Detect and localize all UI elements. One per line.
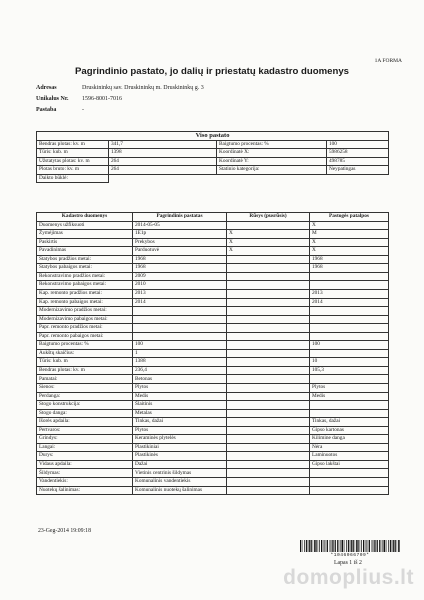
whole-building-cell: Daikto būklė:	[37, 174, 109, 182]
table-cell: Metalas	[133, 409, 227, 418]
cadastral-data-table	[36, 212, 389, 495]
table-cell: Medis	[310, 392, 389, 401]
table-cell	[227, 221, 310, 230]
table-cell: 236,4	[133, 366, 227, 375]
whole-building-cell: 498785	[327, 157, 389, 165]
whole-building-cell: 341,7	[109, 141, 217, 149]
table-cell: Plytos	[310, 383, 389, 392]
table-row	[37, 230, 389, 239]
table-cell: 2009	[133, 272, 227, 281]
table-cell	[227, 315, 310, 324]
table-row	[37, 289, 389, 298]
table-cell: Statybos pabaigos metai:	[37, 264, 133, 273]
table-cell	[310, 315, 389, 324]
address-label: Adresas	[36, 85, 57, 91]
table-cell	[310, 409, 389, 418]
table-cell: Modernizavimo pabaigos metai:	[37, 315, 133, 324]
barcode-bar	[353, 540, 354, 552]
table-cell: Bendras plotas: kv. m	[37, 366, 133, 375]
table-cell: Tinkas, dažai	[133, 418, 227, 427]
table-cell	[227, 486, 310, 495]
barcode-bar	[374, 540, 375, 552]
unique-number-label: Unikalus Nr.	[36, 96, 69, 102]
table-row	[37, 418, 389, 427]
table-cell: Modernizavimo pradžios metai:	[37, 307, 133, 316]
table-cell	[227, 401, 310, 410]
table-cell: 1968	[310, 264, 389, 273]
table-cell	[310, 486, 389, 495]
table-cell: Parduotuvė	[133, 247, 227, 256]
barcode-number: *1046066709*	[330, 553, 370, 558]
table-cell: Stogo konstrukcija:	[37, 401, 133, 410]
whole-building-cell: 100	[327, 141, 389, 149]
table-row	[37, 255, 389, 264]
whole-building-cell	[217, 174, 327, 182]
table-row	[37, 486, 389, 495]
address-value: Druskininkų sav. Druskininkų m. Druskininkų g. 3	[82, 85, 204, 91]
table-cell: X	[227, 247, 310, 256]
table-cell	[133, 315, 227, 324]
table-cell: Stogo danga:	[37, 409, 133, 418]
barcode-bar	[395, 540, 396, 552]
print-timestamp: 23-Geg-2014 19:09:18	[38, 528, 91, 534]
table-cell: X	[310, 221, 389, 230]
table-cell	[227, 409, 310, 418]
table-cell: Žymėjimas	[37, 230, 133, 239]
note-label: Pastaba	[36, 107, 57, 113]
table-cell	[227, 264, 310, 273]
table-cell: Komunalinis vandentiekis	[133, 478, 227, 487]
table-cell	[310, 281, 389, 290]
table-cell: Statybos pradžios metai:	[37, 255, 133, 264]
table-cell	[310, 324, 389, 333]
table-cell	[227, 281, 310, 290]
form-tag: 1A FORMA	[374, 58, 402, 64]
table-cell: X	[227, 238, 310, 247]
barcode-bar	[379, 540, 380, 552]
table-cell: Vidaus apdaila:	[37, 460, 133, 469]
barcode-bar	[319, 540, 320, 552]
table-cell: Kap. remonto pradžios metai:	[37, 289, 133, 298]
table-cell	[310, 307, 389, 316]
table-cell: 1E1p	[133, 230, 227, 239]
barcode-bar	[311, 540, 312, 552]
table-cell: Durys:	[37, 452, 133, 461]
table-cell	[310, 332, 389, 341]
barcode-bar	[361, 540, 362, 552]
column-header: Kadastro duomenys	[37, 213, 133, 222]
table-cell: Gipso kartonas	[310, 426, 389, 435]
whole-building-cell: Neypatingas	[327, 166, 389, 174]
whole-building-row	[37, 141, 389, 149]
barcode-bar	[348, 540, 349, 552]
table-cell: Vietinis centrinis šildymas	[133, 469, 227, 478]
table-cell: Tūris: kub. m	[37, 358, 133, 367]
barcode-bar	[357, 540, 358, 552]
table-cell	[133, 332, 227, 341]
watermark: domoplius.lt	[283, 566, 414, 589]
table-row	[37, 478, 389, 487]
whole-building-cell: 264	[109, 166, 217, 174]
table-row	[37, 401, 389, 410]
table-cell	[227, 341, 310, 350]
table-cell: Duomenys užfiksuoti	[37, 221, 133, 230]
table-cell	[227, 289, 310, 298]
table-cell: 105,3	[310, 366, 389, 375]
whole-building-cell: Baigtumo procentas: %	[217, 141, 327, 149]
whole-building-cell: Tūris: kub. m	[37, 149, 109, 157]
barcode-bar	[341, 540, 342, 552]
whole-building-cell: Statinio kategorija:	[217, 166, 327, 174]
table-row	[37, 409, 389, 418]
table-cell	[310, 272, 389, 281]
barcode-bar	[351, 540, 352, 552]
table-cell	[227, 418, 310, 427]
table-cell: 1968	[310, 255, 389, 264]
table-cell	[227, 443, 310, 452]
table-row	[37, 247, 389, 256]
table-cell: Kap. remonto pabaigos metai:	[37, 298, 133, 307]
whole-building-row	[37, 149, 389, 157]
table-cell: 100	[310, 341, 389, 350]
whole-building-cell: Bendras plotas: kv. m	[37, 141, 109, 149]
table-cell: Rekonstravimo pabaigos metai:	[37, 281, 133, 290]
whole-building-cell: Koordinatė Y:	[217, 157, 327, 165]
table-cell	[227, 255, 310, 264]
table-cell	[227, 366, 310, 375]
table-cell: Nėra	[310, 443, 389, 452]
table-cell	[227, 392, 310, 401]
barcode-bar	[388, 540, 389, 552]
table-cell	[133, 324, 227, 333]
table-row	[37, 315, 389, 324]
table-cell: Aukštų skaičius:	[37, 349, 133, 358]
table-cell	[227, 332, 310, 341]
barcode-bar	[327, 540, 328, 552]
table-cell: 1	[133, 349, 227, 358]
barcode-bar	[390, 540, 391, 552]
column-header: Pagrindinis pastatas	[133, 213, 227, 222]
table-cell	[227, 324, 310, 333]
table-cell: Šildymas:	[37, 469, 133, 478]
table-cell: Laminuotos	[310, 452, 389, 461]
whole-building-cell: 1398	[109, 149, 217, 157]
barcode-bar	[383, 540, 384, 552]
table-row	[37, 443, 389, 452]
table-row	[37, 324, 389, 333]
table-cell: Papr. remonto pradžios metai:	[37, 324, 133, 333]
table-cell: 2014	[310, 298, 389, 307]
table-cell: M	[310, 230, 389, 239]
table-cell: Nuotekų šalinimas:	[37, 486, 133, 495]
table-row	[37, 358, 389, 367]
table-cell: 2013	[133, 289, 227, 298]
table-row	[37, 221, 389, 230]
whole-building-row	[37, 157, 389, 165]
whole-building-table	[36, 131, 389, 183]
barcode-bar	[321, 540, 322, 552]
table-cell	[310, 401, 389, 410]
column-header: Pastogės patalpos	[310, 213, 389, 222]
whole-building-cell: Koordinatė X:	[217, 149, 327, 157]
table-cell	[310, 349, 389, 358]
table-cell	[227, 460, 310, 469]
table-cell: Komunalinis nuotekų šalinimas	[133, 486, 227, 495]
whole-building-row	[37, 166, 389, 174]
table-cell	[227, 307, 310, 316]
table-row	[37, 392, 389, 401]
barcode-bar	[306, 540, 307, 552]
table-cell	[227, 478, 310, 487]
unique-number-value: 1596-8001-7016	[82, 96, 122, 102]
barcode-bar	[335, 540, 336, 552]
barcode-bar	[346, 540, 347, 552]
barcode-bar	[337, 540, 338, 552]
table-cell: Baigtumo procentas: %	[37, 341, 133, 350]
table-cell: Plastikiniai	[133, 443, 227, 452]
table-cell: Kilimine danga	[310, 435, 389, 444]
table-row	[37, 366, 389, 375]
table-cell: 2014-05-05	[133, 221, 227, 230]
table-cell	[227, 383, 310, 392]
table-cell	[310, 375, 389, 384]
barcode-bar	[315, 540, 316, 552]
column-header: Rūsys (pusrūsis)	[227, 213, 310, 222]
table-row	[37, 383, 389, 392]
table-cell: Šlaitinis	[133, 401, 227, 410]
table-cell: Išorės apdaila:	[37, 418, 133, 427]
table-row	[37, 332, 389, 341]
table-cell: 1968	[133, 264, 227, 273]
table-cell: Pamatai:	[37, 375, 133, 384]
table-cell: Pertvaros:	[37, 426, 133, 435]
table-cell: Plytos	[133, 383, 227, 392]
table-cell: Betonas	[133, 375, 227, 384]
barcode-bar	[367, 540, 368, 552]
table-cell	[227, 469, 310, 478]
barcode-bar	[393, 540, 394, 552]
table-cell: Prekybos	[133, 238, 227, 247]
whole-building-cell: Užstatytas plotas: kv. m	[37, 157, 109, 165]
table-cell: Pavadinimas	[37, 247, 133, 256]
note-line	[36, 107, 84, 113]
table-cell	[310, 478, 389, 487]
table-cell: Plastikinės	[133, 452, 227, 461]
barcode-bar	[373, 540, 374, 552]
whole-building-caption: Viso pastato	[37, 132, 389, 141]
table-cell	[227, 298, 310, 307]
table-row	[37, 264, 389, 273]
table-row	[37, 341, 389, 350]
barcode-bar	[342, 540, 343, 552]
table-cell: Gipso lakštai	[310, 460, 389, 469]
table-cell: Papr. remonto pabaigos metai:	[37, 332, 133, 341]
table-cell: Paskirtis	[37, 238, 133, 247]
note-value: -	[82, 107, 84, 113]
table-cell	[227, 435, 310, 444]
table-row	[37, 307, 389, 316]
barcode-bar	[314, 540, 315, 552]
table-row	[37, 375, 389, 384]
barcode-bar	[356, 540, 357, 552]
table-cell: Perdanga:	[37, 392, 133, 401]
barcode-bar	[399, 540, 400, 552]
table-cell: 2010	[133, 281, 227, 290]
table-cell: Grindys:	[37, 435, 133, 444]
whole-building-cell	[327, 174, 389, 182]
document-title: Pagrindinio pastato, jo dalių ir priestatų kadastro duomenys	[74, 66, 349, 77]
table-cell	[227, 426, 310, 435]
table-cell: X	[310, 238, 389, 247]
table-row	[37, 281, 389, 290]
table-cell: Plytos	[133, 426, 227, 435]
whole-building-cell: 264	[109, 157, 217, 165]
table-cell: Keraminės plytelės	[133, 435, 227, 444]
table-cell: X	[227, 230, 310, 239]
table-row	[37, 426, 389, 435]
table-row	[37, 452, 389, 461]
whole-building-cell: Plotas bruto: kv. m	[37, 166, 109, 174]
barcode-bar	[398, 540, 399, 552]
table-cell: X	[310, 247, 389, 256]
barcode-bar	[309, 540, 310, 552]
table-row	[37, 238, 389, 247]
table-cell: 1968	[133, 255, 227, 264]
table-row	[37, 460, 389, 469]
table-row	[37, 469, 389, 478]
barcode-bar	[331, 540, 332, 552]
table-cell: Langai:	[37, 443, 133, 452]
barcode-bar	[304, 540, 305, 552]
whole-building-cell: 5986258	[327, 149, 389, 157]
table-cell: 1388	[133, 358, 227, 367]
address-line	[36, 85, 204, 91]
table-cell: Vandentiekis:	[37, 478, 133, 487]
barcode-bar	[300, 540, 301, 552]
barcode-bar	[332, 540, 333, 552]
table-cell	[227, 375, 310, 384]
barcode-bar	[377, 540, 378, 552]
page-number: Lapas 1 iš 2	[334, 560, 362, 566]
table-cell: Rekonstravimo pradžios metai:	[37, 272, 133, 281]
table-cell	[310, 469, 389, 478]
table-cell: 2014	[133, 298, 227, 307]
table-row	[37, 298, 389, 307]
whole-building-cell	[109, 174, 217, 182]
unique-number-line	[36, 96, 122, 102]
whole-building-row	[37, 174, 389, 182]
table-row	[37, 272, 389, 281]
table-cell	[227, 358, 310, 367]
table-cell: Medis	[133, 392, 227, 401]
table-cell	[227, 452, 310, 461]
table-cell	[227, 272, 310, 281]
table-cell	[227, 349, 310, 358]
table-cell	[133, 307, 227, 316]
table-row	[37, 435, 389, 444]
table-cell: 100	[133, 341, 227, 350]
table-cell: Dažai	[133, 460, 227, 469]
table-cell: Sienos:	[37, 383, 133, 392]
barcode-bar	[384, 540, 385, 552]
barcode-bar	[363, 540, 364, 552]
barcode	[300, 540, 400, 552]
table-cell: 10	[310, 358, 389, 367]
barcode-bar	[369, 540, 370, 552]
table-cell: 2013	[310, 289, 389, 298]
table-cell: Tinkas, dažai	[310, 418, 389, 427]
barcode-bar	[325, 540, 326, 552]
table-row	[37, 349, 389, 358]
